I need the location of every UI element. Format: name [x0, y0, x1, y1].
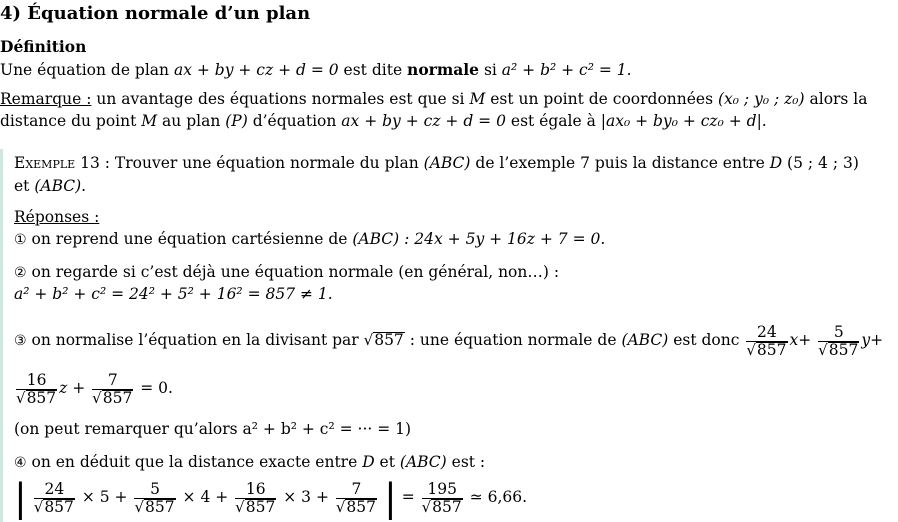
step-2: ② on regarde si c’est déjà une équation normale (en général, non…) : [14, 263, 560, 281]
step-1-number: ① [14, 232, 27, 248]
remark-line-1: Remarque : un avantage des équations normales est que si M est un point de coordonnées (x₀ ; y₀ ; z₀) alors la [0, 90, 868, 108]
answers-heading: Réponses : [14, 208, 100, 226]
distance-formula: | $\frac{24}{√857}$ × 5 + $\frac{5}{√857}$ × 4 + $\frac{16}{√857}$ × 3 + $\frac{7}{√857}$ | = $\frac{195}{√857}$ ≃ 6,66. [14, 476, 528, 520]
example-side-bar [0, 149, 3, 522]
step-2-equation: a² + b² + c² = 24² + 5² + 16² = 857 ≠ 1. [14, 285, 333, 303]
definition-text: Une équation de plan ax + by + cz + d = 0 est dite normale si a² + b² + c² = 1. [0, 60, 632, 79]
fraction-7: $\frac{7}{√857}$ [92, 370, 133, 407]
remark-line-2: distance du point M au plan (P) d’équation ax + by + cz + d = 0 est égale à |ax₀ + by₀ + cz₀ + d|. [0, 112, 767, 130]
step-3-note: (on peut remarquer qu’alors a² + b² + c² = ··· = 1) [14, 420, 412, 438]
distance-result-fraction: $\frac{195}{√857}$ [421, 479, 462, 516]
section-title: 4) Équation normale d’un plan [0, 3, 311, 24]
step-3: ③ on normalise l’équation en la divisant par √857 : une équation normale de (ABC) est donc $\frac{24}{√857}$ x+ $\frac{5}{√857}$ y+ [14, 322, 884, 359]
fraction-24: $\frac{24}{√857}$ [746, 322, 787, 359]
step-2-number: ② [14, 265, 27, 281]
fraction-16: $\frac{16}{√857}$ [16, 370, 57, 407]
distance-fraction-24: $\frac{24}{√857}$ [33, 479, 74, 516]
example-statement-2: et (ABC). [14, 177, 87, 195]
distance-fraction-16: $\frac{16}{√857}$ [235, 479, 276, 516]
step-3-number: ③ [14, 333, 27, 349]
distance-fraction-7: $\frac{7}{√857}$ [335, 479, 377, 516]
fraction-5: $\frac{5}{√857}$ [818, 322, 859, 359]
step-3-equation: $\frac{16}{√857}$ z + $\frac{7}{√857}$ = 0. [16, 370, 173, 407]
step-4-number: ④ [14, 455, 27, 471]
example-statement: Exemple 13 : Trouver une équation normale du plan (ABC) de l’exemple 7 puis la distance entre D (5 ; 4 ; 3) [14, 154, 859, 172]
definition-heading: Définition [0, 37, 87, 56]
step-4: ④ on en déduit que la distance exacte entre D et (ABC) est : [14, 453, 486, 471]
distance-fraction-5: $\frac{5}{√857}$ [134, 479, 175, 516]
distance-approx: ≃ 6,66. [469, 488, 528, 506]
step-1: ① on reprend une équation cartésienne de (ABC) : 24x + 5y + 16z + 7 = 0. [14, 230, 606, 248]
